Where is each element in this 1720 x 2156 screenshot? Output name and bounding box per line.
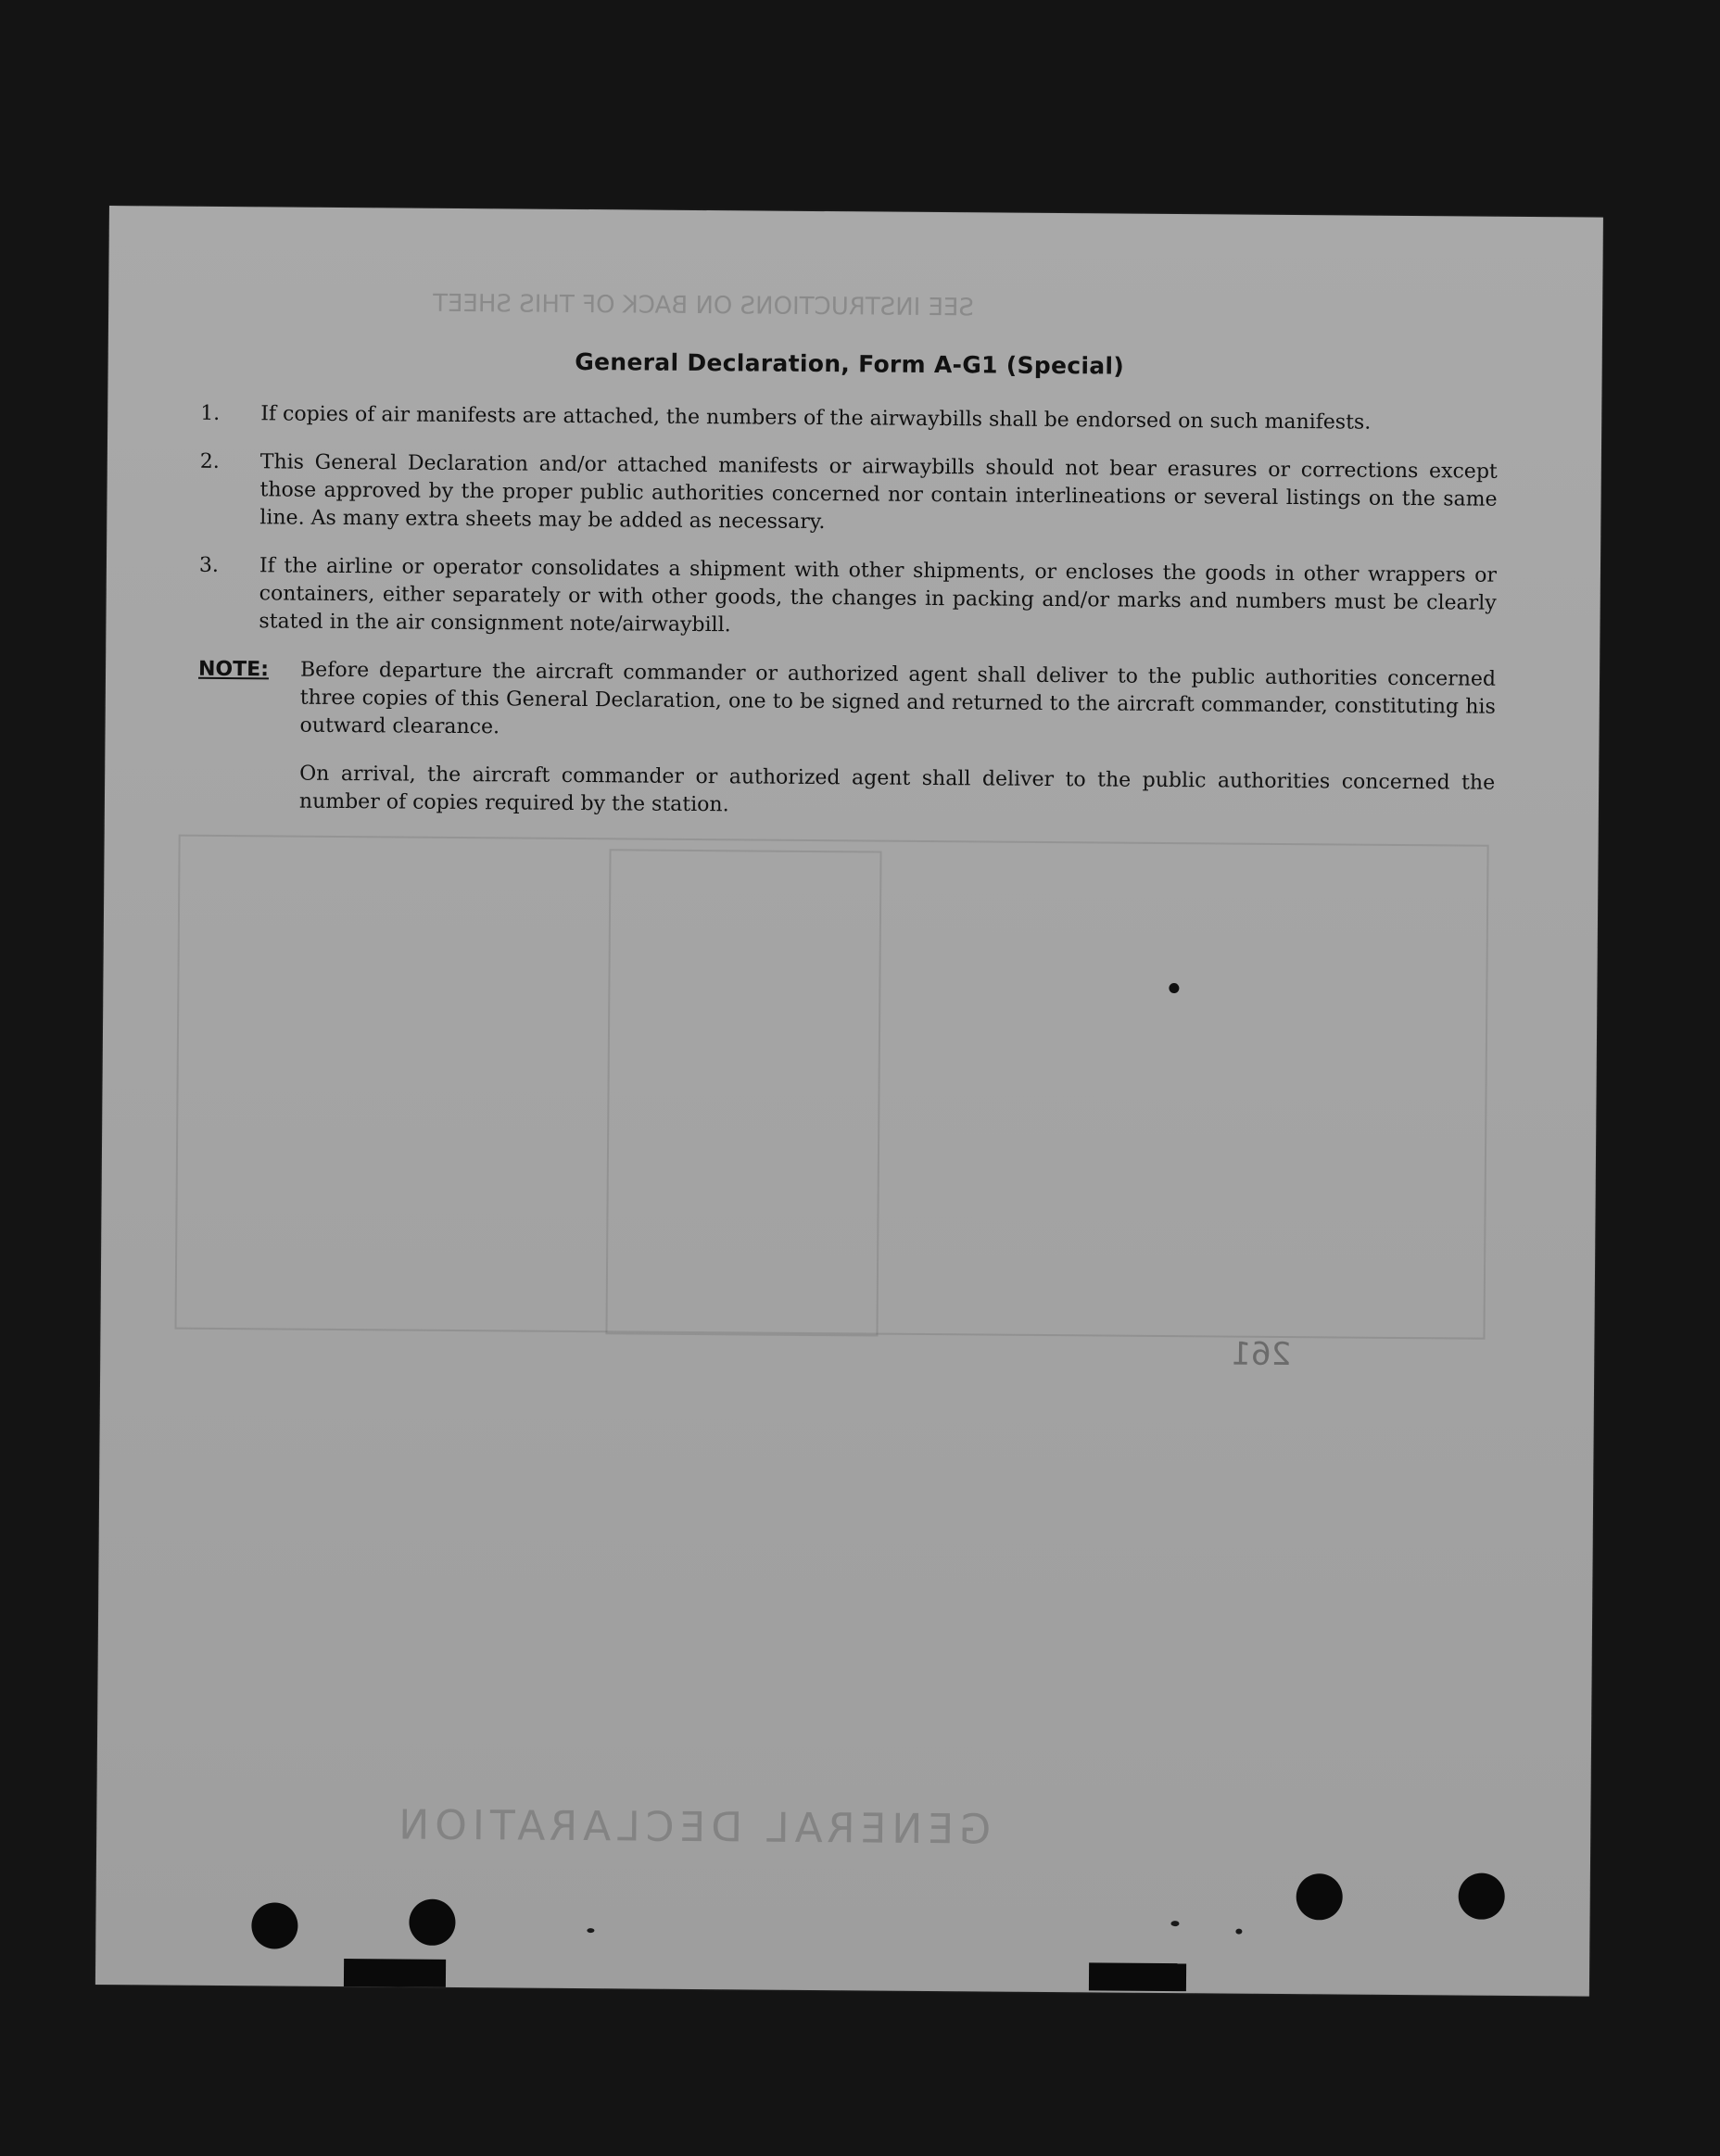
ink-dot [1169,983,1179,993]
instruction-item [199,448,1498,542]
note-text: Before departure the aircraft commander or authorized agent shall deliver to the public authorities concerned three copies of this General Declaration, one to be signed and returned to the aircraft commander, constituting his outward clearance. [299,658,1497,739]
speck [1235,1929,1242,1935]
item-text: This General Declaration and/or attached manifests or airwaybills should not bear erasures or corrections except those approved by the proper public authorities concerned nor contain interlineations or several listings on the same line. As many extra sheets may be added as necessary. [259,450,1498,535]
binding-clip [1089,1962,1186,1991]
note-text-arrival: On arrival, the aircraft commander or authorized agent shall deliver to the public authorities concerned the number of copies required by the station. [298,762,1496,817]
item-text: If copies of air manifests are attached, the numbers of the airwaybills shall be endorsed on such manifests. [260,402,1372,435]
binding-clip [344,1959,446,1987]
item-text: If the airline or operator consolidates a shipment with other shipments, or encloses the goods in other wrappers or containers, either separately or with other goods, the changes in packing and/or marks and numbers must be clearly stated in the air consignment note/airwaybill. [259,554,1498,637]
item-number: 1. [200,401,221,425]
punch-hole [1459,1872,1505,1919]
bleed-through-number: 261 [1231,1335,1292,1374]
punch-hole [251,1902,297,1948]
instruction-item [200,400,1498,438]
punch-hole [409,1899,455,1946]
note-label: NOTE: [197,657,270,682]
note-block [197,656,1496,750]
bleed-through-column [605,849,881,1336]
form-title: General Declaration, Form A-G1 (Special) [575,347,1125,380]
scanned-form-sheet [95,206,1603,1997]
item-number: 2. [199,449,220,473]
bleed-through-text: SEE INSTRUCTIONS ON BACK OF THIS SHEET [433,289,975,322]
instructions-block [197,346,1499,826]
punch-hole [1296,1873,1343,1920]
bleed-through-heading: GENERAL DECLARATION [393,1801,992,1854]
instruction-item [198,552,1497,646]
speck [1170,1921,1179,1926]
item-number: 3. [198,553,220,577]
speck [587,1928,594,1933]
